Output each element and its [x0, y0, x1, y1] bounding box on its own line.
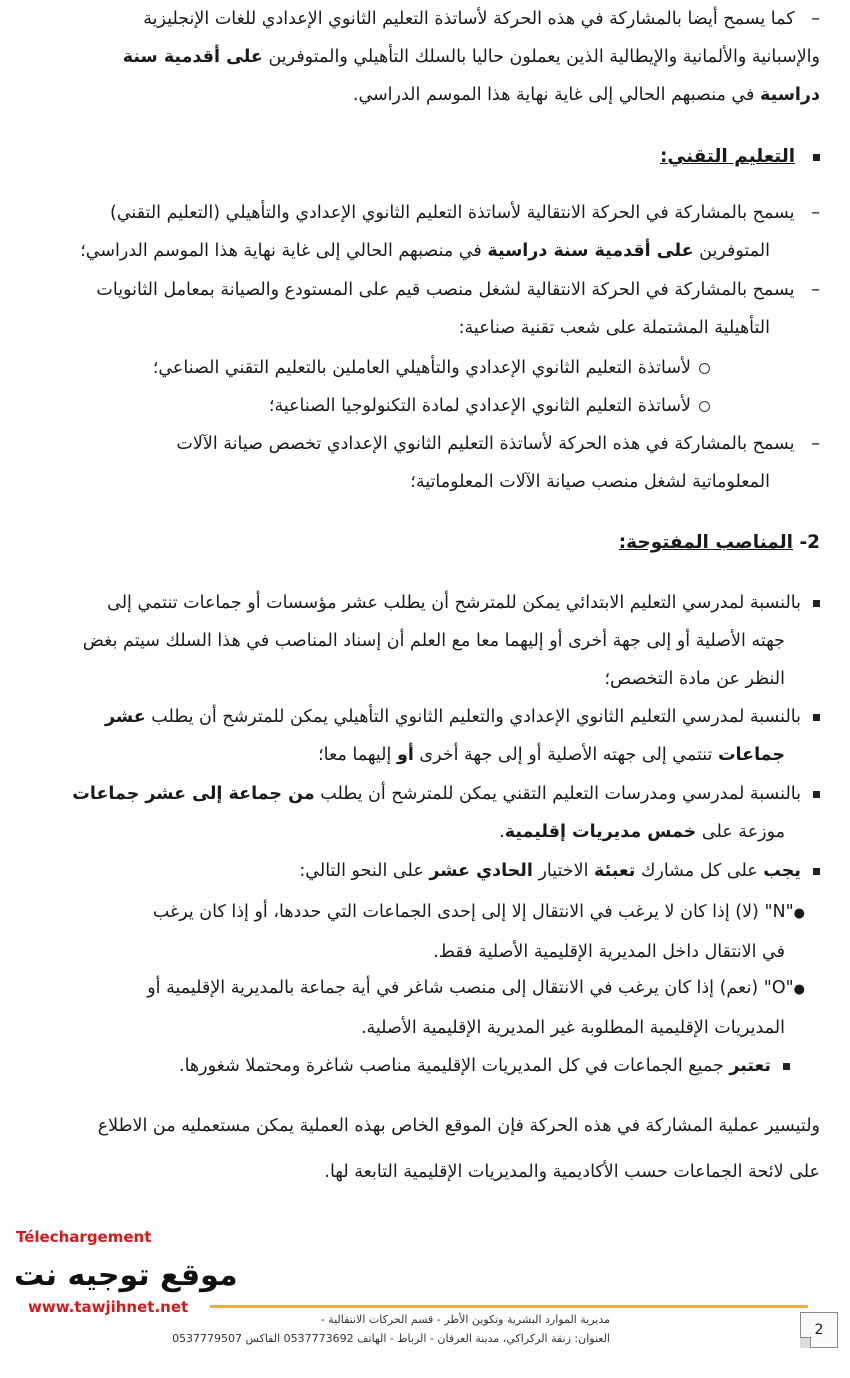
intro-paragraph	[30, 0, 820, 114]
tech-subitem-2: لأساتذة التعليم الثانوي الإعدادي لمادة التكنولوجيا الصناعية؛	[269, 387, 710, 425]
watermark-url[interactable]: www.tawjihnet.net	[28, 1298, 189, 1316]
open-bullet-1: بالنسبة لمدرسي التعليم الابتدائي يمكن للمترشح أن يطلب عشر مؤسسات أو جماعات تنتمي إلى جهته الأصلية أو إلى جهة أخرى أو إليهما معا مع العلم أن إسناد المناصب في هذا السلك سيتم بغض النظر عن مادة التخصص؛	[30, 584, 820, 698]
intro-line-2: والإسبانية والألمانية والإيطالية الذين يعملون حاليا بالسلك التأهيلي والمتوفرين على أقدمية سنة	[122, 47, 820, 67]
open-bullet-3: بالنسبة لمدرسي ومدرسات التعليم التقني يمكن للمترشح أن يطلب من جماعة إلى عشر جماعات موزعة على خمس مديريات إقليمية.	[30, 775, 820, 851]
square-bullet-icon	[813, 714, 820, 721]
dot-bullet-icon: ●	[793, 906, 805, 921]
intro-line-1: – كما يسمح أيضا بالمشاركة في هذه الحركة لأساتذة التعليم الثانوي الإعدادي للغات الإنجليزية	[143, 9, 820, 29]
square-bullet-icon	[813, 154, 820, 161]
watermark-site-name: موقع توجيه نت	[14, 1258, 238, 1293]
square-bullet-icon	[813, 791, 820, 798]
intro-line-3: دراسية في منصبهم الحالي إلى غاية نهاية هذا الموسم الدراسي.	[352, 85, 820, 105]
open-bullet-5: تعتبر جميع الجماعات في كل المديريات الإقليمية مناصب شاغرة ومحتملا شغورها.	[179, 1047, 790, 1085]
square-bullet-icon	[813, 868, 820, 875]
tech-item-1: – يسمح بالمشاركة في الحركة الانتقالية لأساتذة التعليم الثانوي الإعدادي والتأهيلي (التعليم التقني) المتوفرين على أقدمية سنة دراسية في منصبهم الحالي إلى غاية نهاية هذا الموسم الدراسي؛	[80, 203, 820, 261]
footer-line-1: مديرية الموارد البشرية وتكوين الأطر - قسم الحركات الانتقالية -	[320, 1313, 610, 1326]
tech-item-3: – يسمح بالمشاركة في هذه الحركة لأساتذة التعليم الثانوي الإعدادي تخصص صيانة الآلات المعلوماتية لشغل منصب صيانة الآلات المعلوماتية؛	[176, 434, 820, 492]
open-positions-heading: 2- المناصب المفتوحة:	[618, 532, 820, 553]
dot-bullet-icon: ●	[793, 982, 805, 997]
square-bullet-icon	[783, 1063, 790, 1070]
open-bullet-4: يجب على كل مشارك تعبئة الاختيار الحادي عشر على النحو التالي:	[30, 852, 820, 890]
open-bullet-2: بالنسبة لمدرسي التعليم الثانوي الإعدادي والتعليم الثانوي التأهيلي يمكن للمترشح أن يطلب عشر جماعات تنتمي إلى جهته الأصلية أو إلى جهة أخرى أو إليهما معا؛	[30, 698, 820, 774]
tech-subitem-1: لأساتذة التعليم الثانوي الإعدادي والتأهيلي العاملين بالتعليم التقني الصناعي؛	[153, 349, 710, 387]
square-bullet-icon	[813, 600, 820, 607]
option-n: ●"N" (لا) إذا كان لا يرغب في الانتقال إلا إلى إحدى الجماعات التي حددها، أو إذا كان يرغب في الانتقال داخل المديرية الإقليمية الأصلية فقط.	[152, 902, 805, 962]
option-o: ●"O" (نعم) إذا كان يرغب في الانتقال إلى منصب شاغر في أية جماعة بالمديرية الإقليمية أو المديريات الإقليمية المطلوبة غير المديرية الإقليمية الأصلية.	[147, 978, 805, 1038]
tech-heading: التعليم التقني:	[660, 142, 820, 172]
watermark-download-label: Télechargement	[16, 1228, 152, 1246]
footer-line-2: العنوان: زنقة الركراكي، مدينة العرفان - الرباط - الهاتف 0537773692 الفاكس 0537779507	[172, 1332, 610, 1345]
tech-item-2: – يسمح بالمشاركة في الحركة الانتقالية لشغل منصب قيم على المستودع والصيانة بمعامل الثانويات التأهيلية المشتملة على شعب تقنية صناعية:	[96, 280, 820, 338]
closing-paragraph: ولتيسير عملية المشاركة في هذه الحركة فإن الموقع الخاص بهذه العملية يمكن مستعمليه من الاطلاع على لائحة الجماعات حسب الأكاديمية والمديريات الإقليمية التابعة لها.	[97, 1116, 820, 1182]
circle-bullet-icon	[699, 401, 710, 412]
page-number: 2	[800, 1312, 838, 1348]
footer-divider	[210, 1305, 808, 1308]
circle-bullet-icon	[699, 363, 710, 374]
